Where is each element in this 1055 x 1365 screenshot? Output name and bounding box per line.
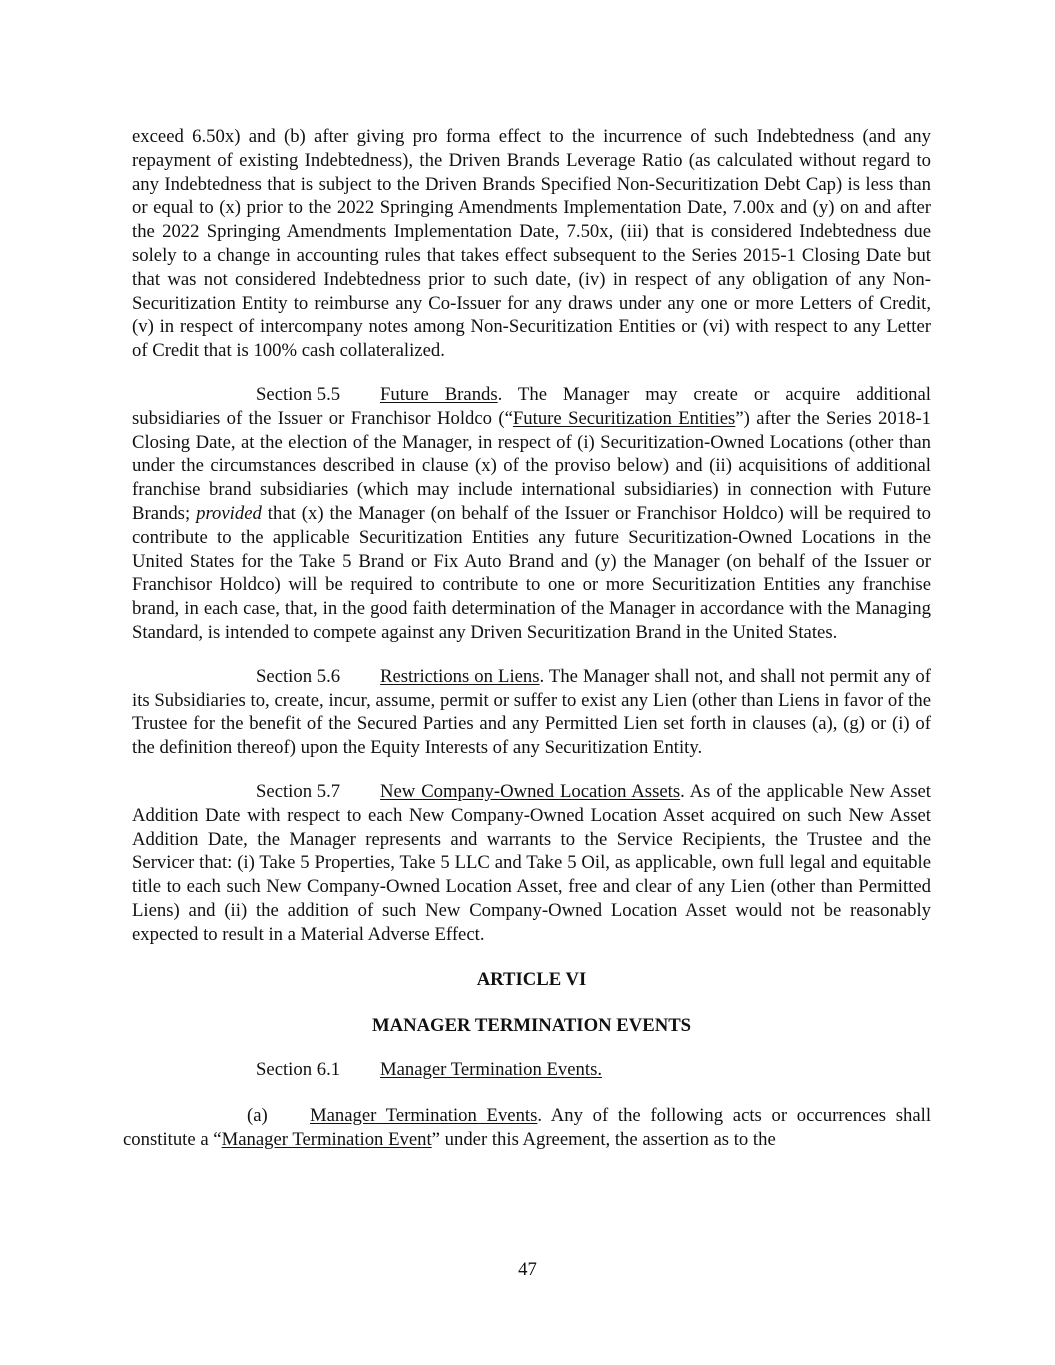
article-heading: ARTICLE VI (476, 968, 587, 990)
page-number: 47 (518, 1259, 537, 1280)
section-5-5-paragraph (132, 383, 931, 645)
defined-term: Manager Termination Event (221, 1128, 432, 1150)
section-number: Section 5.5 (256, 383, 341, 405)
section-text: . As of the applicable New Asset Addition Date with respect to each New Company-Owned Location Asset acquired on such New Asset Addition Date, the Manager represents and warrants to the Service Recipients, the Trustee and the Servicer that: (i) Take 5 Properties, Take 5 LLC and Take 5 Oil, as applicable, own full legal and equitable title to each such New Company-Owned Location Asset, free and clear of any Lien (other than Permitted Liens) and (ii) the addition of such New Company-Owned Location Asset would not be reasonably expected to result in a Material Adverse Effect. (132, 780, 932, 945)
section-title: Restrictions on Liens (380, 665, 540, 687)
section-title: New Company-Owned Location Assets (380, 780, 681, 802)
section-title: Manager Termination Events. (380, 1059, 603, 1081)
section-number: Section 5.7 (256, 780, 341, 802)
section-text: . The Manager may create or acquire additional subsidiaries of the Issuer or Franchisor Holdco (“ (132, 383, 932, 429)
intro-paragraph: exceed 6.50x) and (b) after giving pro forma effect to the incurrence of such Indebtedness (and any repayment of existing Indebtedness), the Driven Brands Leverage Ratio (as calculated without regard to any Indebtedness that is subject to the Driven Brands Specified Non-Securitization Debt Cap) is less than or equal to (x) prior to the 2022 Springing Amendments Implementation Date, 7.00x and (y) on and after the 2022 Springing Amendments Implementation Date, 7.50x, (iii) that is considered Indebtedness due solely to a change in accounting rules that takes effect subsequent to the Series 2015-1 Closing Date but that was not considered Indebtedness prior to such date, (iv) in respect of any obligation of any Non-Securitization Entity to reimburse any Co-Issuer for any draws under any one or more Letters of Credit, (v) in respect of intercompany notes among Non-Securitization Entities or (vi) with respect to any Letter of Credit that is 100% cash collateralized. (132, 126, 931, 362)
article-title: MANAGER TERMINATION EVENTS (371, 1015, 692, 1037)
section-5-7-paragraph (132, 780, 931, 947)
subsection-text: . Any of the following acts or occurrences shall constitute a “ (123, 1104, 932, 1150)
subsection-label: (a) (247, 1104, 268, 1126)
section-number: Section 6.1 (256, 1059, 341, 1081)
section-text: ”) after the Series 2018-1 Closing Date, at the election of the Manager, in respect of (i) Securitization-Owned Locations (other than under the circumstances described in clause (x) of the proviso below) and (ii) acquisitions of additional franchise brand subsidiaries (which may include international subsidiaries) in connection with Future Brands; (132, 407, 932, 524)
section-title: Future Brands (380, 383, 498, 405)
subsection-text: ” under this Agreement, the assertion as to the (431, 1128, 776, 1150)
document-page (123, 125, 932, 1151)
section-number: Section 5.6 (256, 665, 341, 687)
subsection-a-paragraph (123, 1104, 931, 1152)
section-6-1-heading (132, 1058, 931, 1082)
subsection-title: Manager Termination Events (310, 1104, 538, 1126)
section-text: . The Manager shall not, and shall not permit any of its Subsidiaries to, create, incur, assume, permit or suffer to exist any Lien (other than Liens in favor of the Trustee for the benefit of the Secured Parties and any Permitted Lien set forth in clauses (a), (g) or (i) of the definition thereof) upon the Equity Interests of any Securitization Entity. (132, 665, 931, 759)
defined-term: Future Securitization Entities (512, 407, 736, 429)
section-5-6-paragraph (132, 665, 931, 760)
section-text: that (x) the Manager (on behalf of the Issuer or Franchisor Holdco) will be required to contribute to the applicable Securitization Entities any future Securitization-Owned Locations in the United States for the Take 5 Brand or Fix Auto Brand and (y) the Manager (on behalf of the Issuer or Franchisor Holdco) will be required to contribute to one or more Securitization Entities any franchise brand, in each case, that, in the good faith determination of the Manager in accordance with the Managing Standard, is intended to compete against any Driven Securitization Brand in the United States. (132, 502, 931, 643)
italic-term: provided (196, 502, 262, 524)
